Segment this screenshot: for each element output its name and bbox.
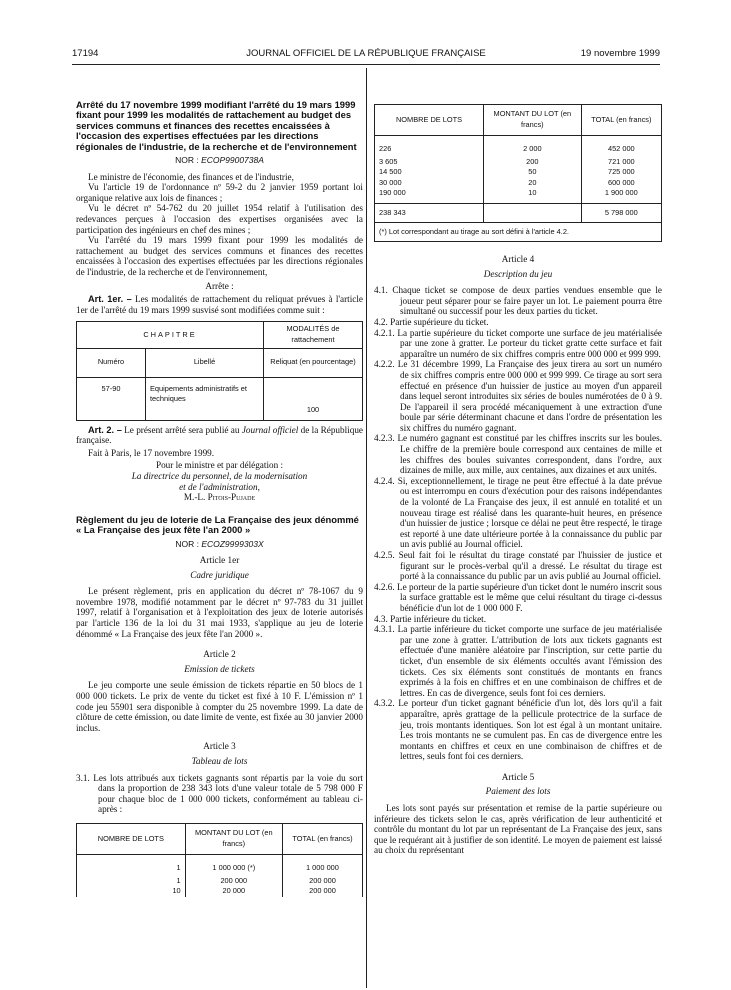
issue-date: 19 novembre 1999: [580, 48, 660, 59]
item-number: 4.1.: [374, 285, 388, 296]
fait-line: Fait à Paris, le 17 novembre 1999.: [88, 447, 215, 458]
visa-para: Le ministre de l'économie, des finances et de l'industrie,: [88, 171, 294, 182]
item-text: Partie inférieure du ticket.: [390, 613, 486, 624]
cell-total: 200 000: [282, 886, 362, 897]
row-value: 100: [264, 377, 363, 420]
item-number: 4.3.: [374, 613, 388, 624]
paiement-text: Les lots sont payés sur présentation et remise de la partie supérieure ou inférieure des tickets selon le cas, après vérification de leur authenticité et contrôle du montant du lot par un représentant de La Française des jeux, sans que le requérant ait à justifier de son identité. Le moyen de paiement est laissé au choix du représentant: [374, 803, 662, 856]
item-text: Chaque ticket se compose de deux parties vendues ensemble que le joueur peut séparer pour se faire payer un lot. Le paiement pourra être simultané ou successif pour les deux parties du ticket.: [392, 285, 662, 317]
article-heading: Article 2: [203, 649, 236, 660]
signature-line: et de l'administration,: [179, 481, 260, 492]
article-heading: Article 1er: [199, 555, 240, 566]
signatory-name: M.-L. Pitois-Pujade: [183, 492, 256, 503]
art2-jo: Journal officiel: [241, 424, 299, 435]
page-header: [72, 48, 660, 62]
item-number: 4.3.1.: [374, 624, 395, 635]
item-text: Partie supérieure du ticket.: [390, 316, 489, 327]
col-header: MONTANT DU LOT (en francs): [484, 105, 582, 136]
nor-label: NOR :: [175, 538, 199, 549]
cell-total: 452 000: [581, 136, 661, 157]
cell-total: 200 000: [282, 876, 362, 887]
nor-line: [76, 539, 363, 550]
cell-montant: 50: [484, 167, 582, 178]
item-number: 4.3.2.: [374, 698, 395, 709]
item-number: 4.2.2.: [374, 359, 395, 370]
cell-montant: 200: [484, 157, 582, 168]
col-header: NOMBRE DE LOTS: [375, 105, 484, 136]
cell-total: 1 900 000: [581, 188, 661, 203]
article-heading: Article 4: [501, 253, 535, 264]
list-item: [374, 285, 662, 317]
cell-nombre: 14 500: [375, 167, 484, 178]
art2-text-b: de la République française.: [76, 424, 363, 446]
cell-total: 721 000: [581, 157, 661, 168]
reliquat-header: Reliquat (en pourcentage): [264, 348, 363, 377]
visa-para: Vu le décret nº 54-762 du 20 juillet 1954 relatif à l'utilisation des redevances perçues à l'occasion des expertises organisées avec la participation des ingénieurs en chef des mines ;: [76, 203, 363, 235]
item-text: Seul fait foi le résultat du tirage constaté par l'huissier de justice et figurant sur le procès-verbal qu'il a dressé. Le résultat du tirage est porté à la connaissance du public par un avis publié au Journal officiel.: [398, 550, 663, 582]
list-item: [374, 317, 662, 328]
signature-line: La directrice du personnel, de la modernisation: [131, 470, 308, 481]
cell-nombre: 30 000: [375, 178, 484, 189]
cell-nombre: 226: [375, 136, 484, 157]
chapitre-header: CHAPITRE: [77, 322, 264, 348]
art1-label: Art. 1er. –: [88, 294, 132, 305]
list-item: [374, 614, 662, 625]
col-header: MONTANT DU LOT (en francs): [185, 823, 282, 854]
article-subheading: Cadre juridique: [190, 569, 249, 580]
cell-montant: 20 000: [185, 886, 282, 897]
modalites-header: MODALITÉS de rattachement: [264, 322, 363, 348]
cell-total: 725 000: [581, 167, 661, 178]
item-text: La partie supérieure du ticket comporte une surface de jeu matérialisée par une zone à gratter. Le porteur du ticket gratte cette surface et fait apparaître un numéro de six chiffres compris entre 000 000 et 999 999.: [397, 327, 662, 359]
article-subheading: Paiement des lots: [485, 786, 551, 797]
art2-label: Art. 2. –: [88, 424, 122, 435]
nor-line: [76, 155, 363, 166]
article-heading: Article 5: [501, 771, 535, 782]
lots-table-part1: [76, 823, 363, 897]
list-item: [374, 328, 662, 360]
journal-title: JOURNAL OFFICIEL DE LA RÉPUBLIQUE FRANÇAISE: [246, 48, 486, 59]
cell-nombre: 190 000: [375, 188, 484, 203]
emission-text: Le jeu comporte une seule émission de tickets répartie en 50 blocs de 1 000 000 tickets. Le prix de vente du ticket est fixé à 10 F. L'émission nº 1 code jeu 55901 sera disponible à compter du 25 novembre 1999. La date de clôture de cette émission, ou date limite de vente, est fixée au 30 janvier 2000 inclus.: [76, 680, 363, 733]
row-numero: 57-90: [77, 377, 146, 420]
column-divider: [366, 68, 367, 988]
article-subheading: Emission de tickets: [184, 663, 255, 674]
visa-para: Vu l'arrêté du 19 mars 1999 fixant pour 1999 les modalités de rattachement au budget des services communs et finances des recettes encaissées à l'occasion des expertises effectuées par les directions régionales de l'industrie, de la recherche et de l'environnement,: [76, 235, 363, 277]
list-item: [374, 359, 662, 433]
item-number: 4.2.: [374, 316, 388, 327]
cell-montant: 200 000: [185, 876, 282, 887]
item-text: Si, exceptionnellement, le tirage ne peut être effectué à la date prévue ou est interrompu en cours d'exécution pour des raisons indépendantes de la volonté de La Française des jeux, il est annulé en totalité et un nouveau tirage est réalisé dans les quarante-huit heures, en présence d'un huissier de justice ; lorsque ce délai ne peut être respecté, le tirage est reporté à une date ultérieure portée à la connaissance du public par un avis publié au Journal officiel.: [397, 475, 662, 550]
cell-nombre: 1: [77, 854, 186, 875]
para-3-1: 3.1. Les lots attribués aux tickets gagnants sont répartis par la voie du sort dans la proportion de 238 343 lots d'une valeur totale de 5 798 000 F pour chaque bloc de 1 000 000 tickets, conformément au tableau ci-après :: [76, 772, 363, 815]
table-footnote: (*) Lot correspondant au tirage au sort défini à l'article 4.2.: [375, 222, 662, 241]
item-number: 4.2.4.: [374, 475, 395, 486]
cell-montant: 20: [484, 178, 582, 189]
item-text: Le porteur de la partie supérieure d'un ticket dont le numéro inscrit sous la surface grattable est le même que celui résultant du tirage ci-dessus bénéficie d'un lot de 1 000 000 F.: [397, 581, 663, 613]
item-text: Le 31 décembre 1999, La Française des jeux tirera au sort un numéro de six chiffres compris entre 000 000 et 999 999. Ce tirage au sort sera effectué en présence d'un huissier de justice au moyen d'un appareil dans lequel seront introduites six séries de boules numérotées de 0 à 9. De l'appareil il sera procédé mécaniquement à une extraction d'une boule par série déterminant chacune et dans l'ordre de présentation les six chiffres du numéro gagnant.: [397, 359, 663, 433]
nor-code: ECOZ9999303X: [201, 538, 264, 549]
cell-montant: 10: [484, 188, 582, 203]
col-header: TOTAL (en francs): [282, 823, 362, 854]
libelle-header: Libellé: [146, 348, 264, 377]
chapitre-table: [76, 321, 363, 420]
cell-nombre: 1: [77, 876, 186, 887]
art1-text: Les modalités de rattachement du reliquat prévues à l'article 1er de l'arrêté du 19 mars 1999 susvisé sont modifiées comme suit :: [76, 294, 363, 315]
total-blank: [484, 203, 582, 222]
col-header: TOTAL (en francs): [581, 105, 661, 136]
cadre-text: Le présent règlement, pris en application du décret nº 78-1067 du 9 novembre 1978, modifié notamment par le décret nº 97-783 du 31 juillet 1997, relatif à l'organisation et à l'exploitation des jeux de loterie autorisés par l'article 136 de la loi du 31 mai 1933, s'applique au jeu de loterie dénommé « La Française des jeux fête l'an 2000 ».: [76, 586, 363, 639]
nor-code: ECOP9900738A: [201, 155, 264, 166]
cell-montant: 2 000: [484, 136, 582, 157]
article-subheading: Tableau de lots: [191, 756, 248, 766]
article-heading: Article 3: [203, 741, 236, 752]
description-items: [374, 285, 662, 762]
arrete-title: Arrêté du 17 novembre 1999 modifiant l'arrêté du 19 mars 1999 fixant pour 1999 les modalités de rattachement au budget des services communs et finances des recettes encaissées à l'occasion des expertises effectuées par les directions régionales de l'industrie, de la recherche et de l'environnement: [76, 99, 357, 152]
item-text: Le porteur d'un ticket gagnant bénéficie d'un lot, dès lors qu'il a fait apparaître, après grattage de la pellicule protectrice de la surface de jeu, trois montants identiques. Son lot est égal à un montant unitaire. Les trois montants ne se cumulent pas. En cas de divergence entre les montants en chiffres et ceux en une combinaison de chiffres et de lettres, seuls font foi ces derniers.: [398, 698, 663, 762]
row-libelle: Equipements administratifs et techniques: [146, 377, 264, 420]
arrete-word: Arrête :: [205, 280, 234, 291]
item-number: 4.2.1.: [374, 327, 395, 338]
item-text: La partie inférieure du ticket comporte une surface de jeu matérialisée par une zone à gratter. L'attribution de lots aux tickets gagnants est effectuée d'une manière aléatoire par l'inscription, sur cette partie du ticket, d'un ensemble de six éléments occultés avant l'émission des tickets. Ces six éléments sont constitués de montants en francs exprimés à la fois en chiffres et en une combinaison de chiffres et de lettres. En cas de divergence, seuls font foi ces derniers.: [397, 624, 662, 698]
right-column: [374, 104, 662, 856]
art2-text-a: Le présent arrêté sera publié au: [121, 424, 242, 435]
cell-total: 600 000: [581, 178, 661, 189]
cell-nombre: 10: [77, 886, 186, 897]
article-2-para: [76, 425, 363, 446]
item-text: Le numéro gagnant est constitué par les chiffres inscrits sur les boules. Le chiffre de la première boule correspond aux centaines de mille et les chiffres des boules suivantes correspondent, dans l'ordre, aux dizaines de mille, aux mille, aux centaines, aux dizaines et aux unités.: [397, 433, 663, 476]
item-number: 4.2.3.: [374, 433, 395, 444]
article-subheading: Description du jeu: [483, 268, 553, 279]
total-nombre: 238 343: [375, 203, 484, 222]
col-header: NOMBRE DE LOTS: [77, 823, 186, 854]
list-item: [374, 550, 662, 582]
signature-line: Pour le ministre et par délégation :: [155, 460, 284, 471]
list-item: [374, 582, 662, 614]
numero-header: Numéro: [77, 348, 146, 377]
list-item: [374, 698, 662, 762]
page-number: 17194: [72, 48, 99, 59]
cell-total: 1 000 000: [282, 854, 362, 875]
cell-montant: 1 000 000 (*): [185, 854, 282, 875]
item-number: 4.2.5.: [374, 550, 395, 560]
header-rule: [72, 64, 660, 65]
total-amount: 5 798 000: [581, 203, 661, 222]
list-item: [374, 433, 662, 475]
reglement-title: Règlement du jeu de loterie de La Française des jeux dénommé « La Française des jeux fête l'an 2000 »: [76, 513, 359, 536]
list-item: [374, 624, 662, 698]
lots-table-part2: [374, 104, 662, 242]
nor-label: NOR :: [175, 155, 199, 166]
item-number: 4.2.6.: [374, 581, 395, 592]
cell-nombre: 3 605: [375, 157, 484, 168]
left-column: [76, 100, 363, 897]
list-item: [374, 476, 662, 550]
visa-para: Vu l'article 19 de l'ordonnance nº 59-2 du 2 janvier 1959 portant loi organique relative aux lois de finances ;: [76, 182, 363, 203]
article-1-para: [76, 294, 363, 315]
